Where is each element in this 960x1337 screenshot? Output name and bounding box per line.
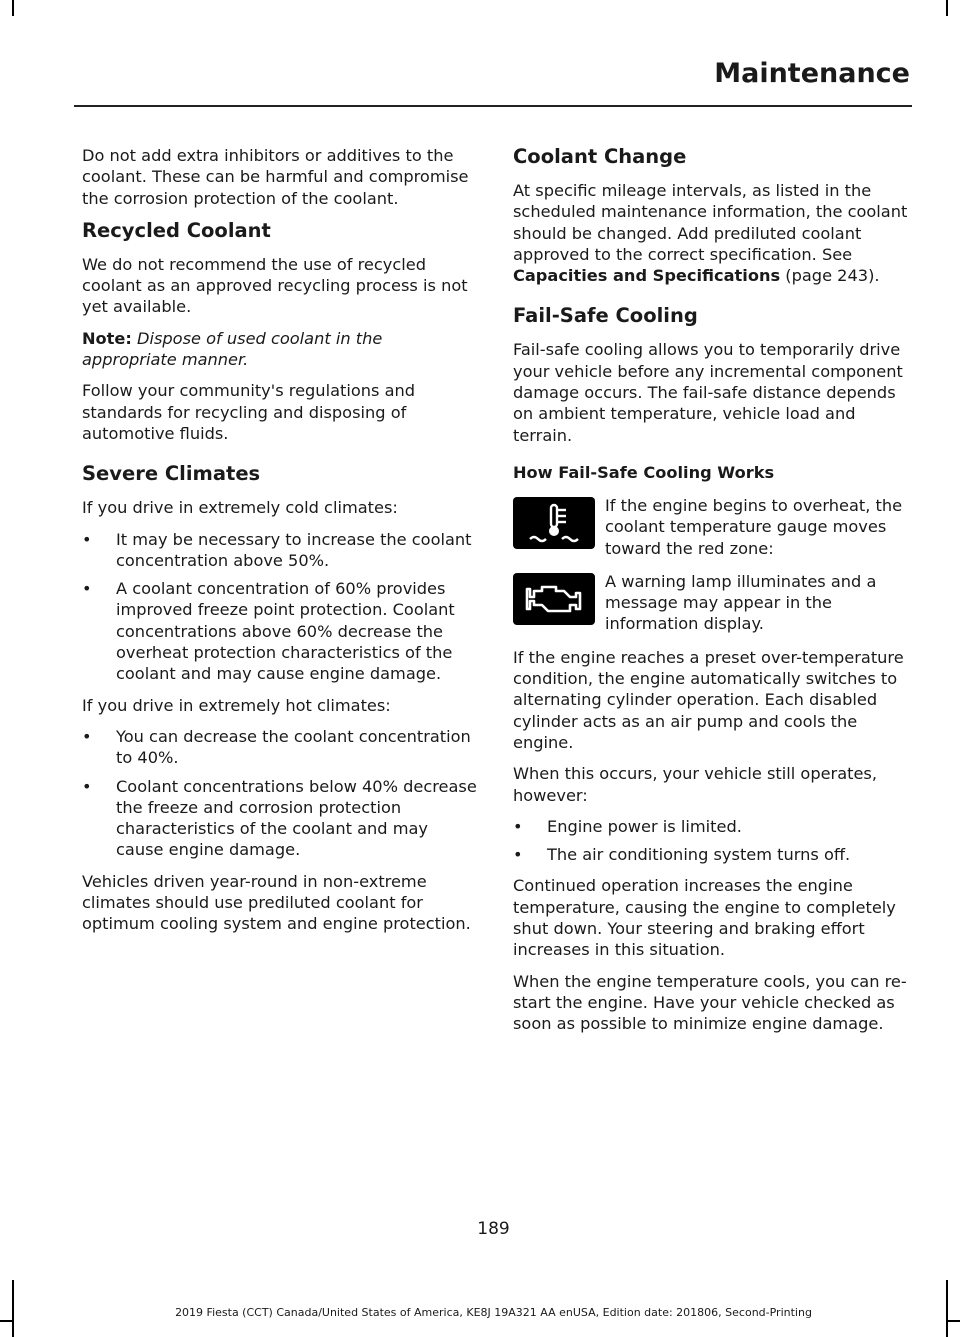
page-reference: (page 243). bbox=[785, 266, 880, 286]
cold-list bbox=[82, 529, 477, 685]
list-item: • Coolant concentrations below 40% decrease the freeze and corrosion protection characteristics of the coolant and may cause engine damage. bbox=[82, 776, 477, 861]
coolant-change-text: At specific mileage intervals, as listed in the scheduled maintenance information, the coolant should be changed. Add prediluted coolant approved to the correct specification. See bbox=[513, 181, 908, 264]
continued-paragraph: Continued operation increases the engine temperature, causing the engine to completely shut down. Your steering and braking effort increases in this situation. bbox=[513, 876, 896, 960]
follow-paragraph: Follow your community's regulations and standards for recycling and disposing of automotive fluids. bbox=[82, 381, 416, 443]
severe-climates-heading: Severe Climates bbox=[82, 462, 261, 486]
fail-safe-paragraph: Fail-safe cooling allows you to temporarily drive your vehicle before any incremental component damage occurs. The fail-safe distance depends on ambient temperature, vehicle load and terrain. bbox=[513, 340, 903, 445]
cold-intro: If you drive in extremely cold climates: bbox=[82, 498, 398, 518]
gauge-row bbox=[513, 495, 909, 559]
list-item: • A coolant concentration of 60% provides improved freeze point protection. Coolant concentrations above 60% decrease the overheat protection characteristics of the coolant and may cause engine damage. bbox=[82, 578, 477, 684]
note-text: Dispose of used coolant in the appropriate manner. bbox=[82, 328, 383, 370]
recycled-coolant-heading: Recycled Coolant bbox=[82, 218, 271, 242]
header-rule bbox=[74, 105, 912, 107]
coolant-change-heading: Coolant Change bbox=[513, 145, 687, 168]
lamp-row bbox=[513, 571, 909, 635]
crop-mark-bottom-left-h bbox=[0, 1320, 14, 1322]
crop-mark-top-right bbox=[946, 0, 948, 16]
page-number: 189 bbox=[477, 1219, 510, 1239]
hot-intro: If you drive in extremely hot climates: bbox=[82, 695, 391, 715]
note-paragraph bbox=[82, 328, 477, 371]
page-title: Maintenance bbox=[714, 58, 910, 89]
cools-paragraph: When the engine temperature cools, you can re-start the engine. Have your vehicle checked as soon as possible to minimize engine damage. bbox=[513, 971, 907, 1034]
list-item: • You can decrease the coolant concentration to 40%. bbox=[82, 726, 477, 769]
coolant-change-paragraph bbox=[513, 180, 909, 286]
lamp-text: A warning lamp illuminates and a message may appear in the information display. bbox=[605, 571, 877, 634]
left-column bbox=[82, 145, 477, 945]
year-round-paragraph: Vehicles driven year-round in non-extreme climates should use prediluted coolant for optimum cooling system and engine protection. bbox=[82, 871, 471, 934]
preset-paragraph: If the engine reaches a preset over-temperature condition, the engine automatically switches to alternating cylinder operation. Each disabled cylinder acts as an air pump and cools the engine. bbox=[513, 647, 904, 752]
list-item: • The air conditioning system turns off. bbox=[513, 844, 909, 865]
intro-paragraph: Do not add extra inhibitors or additives to the coolant. These can be harmful and compromise the corrosion protection of the coolant. bbox=[82, 146, 469, 208]
list-item: • It may be necessary to increase the coolant concentration above 50%. bbox=[82, 529, 477, 572]
note-label: Note: bbox=[82, 328, 132, 348]
list-item: • Engine power is limited. bbox=[513, 816, 909, 837]
occurs-paragraph: When this occurs, your vehicle still operates, however: bbox=[513, 764, 878, 805]
right-column bbox=[513, 145, 909, 1045]
how-fail-safe-heading: How Fail-Safe Cooling Works bbox=[513, 462, 775, 482]
crop-mark-bottom-right-h bbox=[946, 1320, 960, 1322]
hot-list bbox=[82, 726, 477, 861]
engine-warning-icon bbox=[513, 573, 595, 625]
footer-text: 2019 Fiesta (CCT) Canada/United States of America, KE8J 19A321 AA enUSA, Edition date: 201806, Second-Printing bbox=[175, 1306, 812, 1319]
crop-mark-top-left bbox=[12, 0, 14, 16]
coolant-temperature-icon bbox=[513, 497, 595, 549]
occurs-list bbox=[513, 816, 909, 866]
recycled-paragraph: We do not recommend the use of recycled coolant as an approved recycling process is not yet available. bbox=[82, 254, 468, 317]
capacities-link[interactable]: Capacities and Specifications bbox=[513, 266, 781, 286]
fail-safe-heading: Fail-Safe Cooling bbox=[513, 304, 698, 328]
gauge-text: If the engine begins to overheat, the coolant temperature gauge moves toward the red zone: bbox=[605, 495, 903, 558]
